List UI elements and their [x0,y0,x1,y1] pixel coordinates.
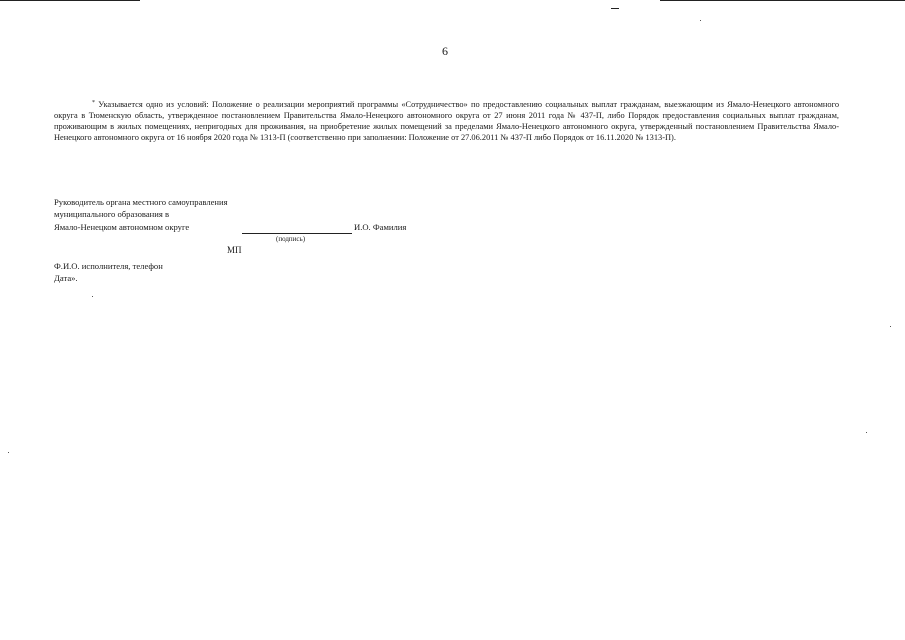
scan-artifact-line [0,0,140,1]
scan-artifact-mark [611,8,619,9]
stamp-label: МП [227,245,242,255]
footnote [54,98,839,143]
scan-speck [700,20,701,21]
scan-artifact-line [660,0,905,1]
official-title-line-2: муниципального образования в [54,209,170,219]
scan-speck [8,452,9,453]
footnote-text: Указывается одно из условий: Положение о реализации мероприятий программы «Сотрудничество» по предоставлению социальных выплат гражданам, выезжающим из Ямало-Ненецкого автономного округа в Тюменскую область, утвержденное постановлением Правительства Ямало-Ненецкого автономного округа от 27 июня 2011 года № 437-П, либо Порядок предоставления социальных выплат гражданам, проживающим в жилых помещениях, непригодных для проживания, на приобретение жилых помещений за пределами Ямало-Ненецкого автономного округа, утвержденный постановлением Правительства Ямало-Ненецкого автономного округа от 16 ноября 2020 года № 1313-П (соответственно при заполнении: Положение от 27.06.2011 № 437-П либо Порядок от 16.11.2020 № 1313-П). [54,100,840,142]
signature-line [242,233,352,234]
date-line: Дата». [54,273,78,283]
official-title-line-1: Руководитель органа местного самоуправления [54,197,228,207]
footnote-marker: * [92,100,95,106]
scan-speck [890,326,891,327]
official-name: И.О. Фамилия [354,222,407,232]
signature-block [54,197,474,297]
executor-line: Ф.И.О. исполнителя, телефон [54,261,163,271]
page-number: 6 [442,44,448,58]
official-title-line-3: Ямало-Ненецком автономном округе [54,222,190,232]
scan-speck [866,432,867,433]
signature-caption: (подпись) [276,235,306,243]
